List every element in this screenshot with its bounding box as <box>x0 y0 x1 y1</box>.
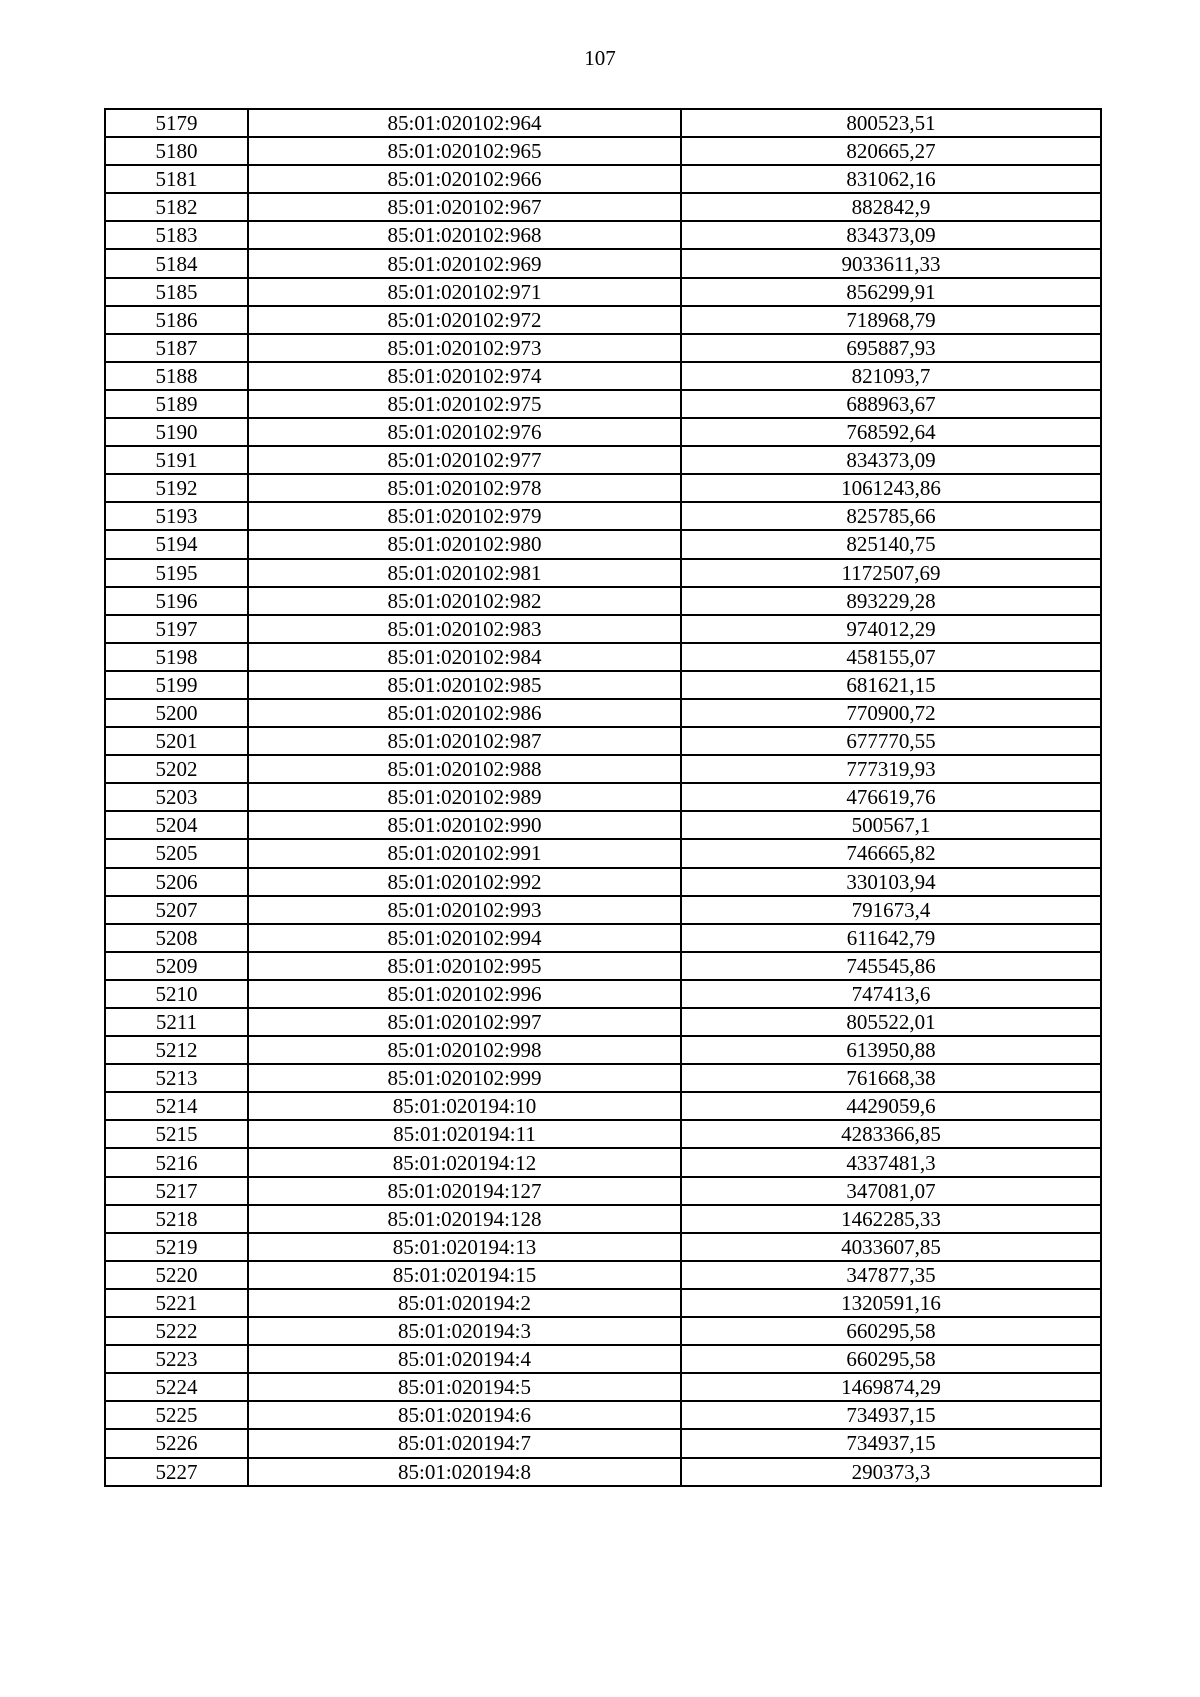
cadastral-number-cell: 85:01:020102:974 <box>248 362 681 390</box>
table-row <box>105 1233 1101 1261</box>
table-row <box>105 502 1101 530</box>
value-cell: 745545,86 <box>681 952 1101 980</box>
cadastral-number-cell: 85:01:020102:971 <box>248 278 681 306</box>
value-cell: 695887,93 <box>681 334 1101 362</box>
row-number-cell: 5217 <box>105 1177 248 1205</box>
value-cell: 660295,58 <box>681 1345 1101 1373</box>
row-number-cell: 5226 <box>105 1429 248 1457</box>
cadastral-number-cell: 85:01:020194:4 <box>248 1345 681 1373</box>
table-row <box>105 362 1101 390</box>
row-number-cell: 5183 <box>105 221 248 249</box>
value-cell: 805522,01 <box>681 1008 1101 1036</box>
cadastral-number-cell: 85:01:020194:128 <box>248 1205 681 1233</box>
cadastral-number-cell: 85:01:020102:973 <box>248 334 681 362</box>
cadastral-number-cell: 85:01:020102:997 <box>248 1008 681 1036</box>
value-cell: 821093,7 <box>681 362 1101 390</box>
cadastral-number-cell: 85:01:020102:975 <box>248 390 681 418</box>
table-row <box>105 1092 1101 1120</box>
table-row <box>105 896 1101 924</box>
row-number-cell: 5205 <box>105 839 248 867</box>
page-number: 107 <box>584 46 616 70</box>
row-number-cell: 5209 <box>105 952 248 980</box>
cadastral-number-cell: 85:01:020102:978 <box>248 474 681 502</box>
cadastral-number-cell: 85:01:020102:972 <box>248 306 681 334</box>
table-row <box>105 1345 1101 1373</box>
value-cell: 458155,07 <box>681 643 1101 671</box>
table-row <box>105 418 1101 446</box>
cadastral-number-cell: 85:01:020102:988 <box>248 755 681 783</box>
table-row <box>105 924 1101 952</box>
cadastral-number-cell: 85:01:020102:986 <box>248 699 681 727</box>
cadastral-number-cell: 85:01:020194:2 <box>248 1289 681 1317</box>
cadastral-number-cell: 85:01:020102:981 <box>248 559 681 587</box>
value-cell: 688963,67 <box>681 390 1101 418</box>
value-cell: 834373,09 <box>681 446 1101 474</box>
row-number-cell: 5201 <box>105 727 248 755</box>
table-row <box>105 1289 1101 1317</box>
table-row <box>105 1429 1101 1457</box>
table-row <box>105 559 1101 587</box>
row-number-cell: 5190 <box>105 418 248 446</box>
row-number-cell: 5192 <box>105 474 248 502</box>
row-number-cell: 5180 <box>105 137 248 165</box>
cadastral-number-cell: 85:01:020194:10 <box>248 1092 681 1120</box>
value-cell: 746665,82 <box>681 839 1101 867</box>
table-row <box>105 1064 1101 1092</box>
value-cell: 825785,66 <box>681 502 1101 530</box>
cadastral-number-cell: 85:01:020194:15 <box>248 1261 681 1289</box>
table-row <box>105 699 1101 727</box>
value-cell: 611642,79 <box>681 924 1101 952</box>
table-row <box>105 783 1101 811</box>
row-number-cell: 5225 <box>105 1401 248 1429</box>
value-cell: 290373,3 <box>681 1458 1101 1486</box>
table-row <box>105 643 1101 671</box>
table-row <box>105 811 1101 839</box>
table-row <box>105 980 1101 1008</box>
cadastral-number-cell: 85:01:020102:993 <box>248 896 681 924</box>
cadastral-number-cell: 85:01:020102:982 <box>248 587 681 615</box>
value-cell: 825140,75 <box>681 530 1101 558</box>
row-number-cell: 5218 <box>105 1205 248 1233</box>
value-cell: 747413,6 <box>681 980 1101 1008</box>
table-row <box>105 868 1101 896</box>
row-number-cell: 5186 <box>105 306 248 334</box>
table-row <box>105 1401 1101 1429</box>
cadastral-number-cell: 85:01:020102:980 <box>248 530 681 558</box>
row-number-cell: 5227 <box>105 1458 248 1486</box>
cadastral-number-cell: 85:01:020194:3 <box>248 1317 681 1345</box>
row-number-cell: 5199 <box>105 671 248 699</box>
table-row <box>105 671 1101 699</box>
value-cell: 4033607,85 <box>681 1233 1101 1261</box>
table-row <box>105 109 1101 137</box>
value-cell: 500567,1 <box>681 811 1101 839</box>
cadastral-number-cell: 85:01:020102:976 <box>248 418 681 446</box>
row-number-cell: 5211 <box>105 1008 248 1036</box>
cadastral-number-cell: 85:01:020102:967 <box>248 193 681 221</box>
value-cell: 1320591,16 <box>681 1289 1101 1317</box>
cadastral-number-cell: 85:01:020194:5 <box>248 1373 681 1401</box>
value-cell: 791673,4 <box>681 896 1101 924</box>
row-number-cell: 5187 <box>105 334 248 362</box>
cadastral-number-cell: 85:01:020102:968 <box>248 221 681 249</box>
row-number-cell: 5182 <box>105 193 248 221</box>
table-row <box>105 221 1101 249</box>
table-row <box>105 1458 1101 1486</box>
cadastral-number-cell: 85:01:020102:994 <box>248 924 681 952</box>
cadastral-number-cell: 85:01:020102:965 <box>248 137 681 165</box>
row-number-cell: 5207 <box>105 896 248 924</box>
table-row <box>105 1177 1101 1205</box>
value-cell: 677770,55 <box>681 727 1101 755</box>
row-number-cell: 5219 <box>105 1233 248 1261</box>
value-cell: 681621,15 <box>681 671 1101 699</box>
table-row <box>105 446 1101 474</box>
cadastral-value-table <box>104 108 1102 1487</box>
table-row <box>105 1120 1101 1148</box>
cadastral-number-cell: 85:01:020194:11 <box>248 1120 681 1148</box>
row-number-cell: 5196 <box>105 587 248 615</box>
value-cell: 476619,76 <box>681 783 1101 811</box>
value-cell: 9033611,33 <box>681 249 1101 277</box>
table-row <box>105 1036 1101 1064</box>
cadastral-number-cell: 85:01:020194:12 <box>248 1148 681 1176</box>
table-row <box>105 474 1101 502</box>
row-number-cell: 5179 <box>105 109 248 137</box>
value-cell: 974012,29 <box>681 615 1101 643</box>
row-number-cell: 5222 <box>105 1317 248 1345</box>
cadastral-number-cell: 85:01:020102:998 <box>248 1036 681 1064</box>
cadastral-number-cell: 85:01:020102:996 <box>248 980 681 1008</box>
table-row <box>105 137 1101 165</box>
cadastral-number-cell: 85:01:020194:7 <box>248 1429 681 1457</box>
value-cell: 768592,64 <box>681 418 1101 446</box>
table-row <box>105 839 1101 867</box>
row-number-cell: 5191 <box>105 446 248 474</box>
value-cell: 856299,91 <box>681 278 1101 306</box>
row-number-cell: 5220 <box>105 1261 248 1289</box>
value-cell: 820665,27 <box>681 137 1101 165</box>
row-number-cell: 5221 <box>105 1289 248 1317</box>
cadastral-number-cell: 85:01:020102:995 <box>248 952 681 980</box>
value-cell: 347081,07 <box>681 1177 1101 1205</box>
row-number-cell: 5212 <box>105 1036 248 1064</box>
value-cell: 718968,79 <box>681 306 1101 334</box>
table-row <box>105 530 1101 558</box>
table-row <box>105 306 1101 334</box>
row-number-cell: 5208 <box>105 924 248 952</box>
cadastral-number-cell: 85:01:020102:985 <box>248 671 681 699</box>
row-number-cell: 5181 <box>105 165 248 193</box>
row-number-cell: 5213 <box>105 1064 248 1092</box>
row-number-cell: 5214 <box>105 1092 248 1120</box>
cadastral-number-cell: 85:01:020102:979 <box>248 502 681 530</box>
table-row <box>105 334 1101 362</box>
table-row <box>105 1205 1101 1233</box>
table-row <box>105 952 1101 980</box>
value-cell: 761668,38 <box>681 1064 1101 1092</box>
cadastral-number-cell: 85:01:020102:983 <box>248 615 681 643</box>
row-number-cell: 5210 <box>105 980 248 1008</box>
table-row <box>105 1317 1101 1345</box>
table-row <box>105 278 1101 306</box>
row-number-cell: 5194 <box>105 530 248 558</box>
value-cell: 4429059,6 <box>681 1092 1101 1120</box>
value-cell: 882842,9 <box>681 193 1101 221</box>
table-row <box>105 587 1101 615</box>
table-row <box>105 390 1101 418</box>
value-cell: 831062,16 <box>681 165 1101 193</box>
cadastral-number-cell: 85:01:020194:13 <box>248 1233 681 1261</box>
value-cell: 1061243,86 <box>681 474 1101 502</box>
value-cell: 1462285,33 <box>681 1205 1101 1233</box>
row-number-cell: 5216 <box>105 1148 248 1176</box>
row-number-cell: 5195 <box>105 559 248 587</box>
table-row <box>105 249 1101 277</box>
table-row <box>105 1008 1101 1036</box>
value-cell: 1172507,69 <box>681 559 1101 587</box>
value-cell: 770900,72 <box>681 699 1101 727</box>
row-number-cell: 5206 <box>105 868 248 896</box>
row-number-cell: 5188 <box>105 362 248 390</box>
value-cell: 893229,28 <box>681 587 1101 615</box>
row-number-cell: 5203 <box>105 783 248 811</box>
row-number-cell: 5185 <box>105 278 248 306</box>
cadastral-number-cell: 85:01:020102:969 <box>248 249 681 277</box>
row-number-cell: 5189 <box>105 390 248 418</box>
row-number-cell: 5204 <box>105 811 248 839</box>
cadastral-number-cell: 85:01:020102:984 <box>248 643 681 671</box>
row-number-cell: 5193 <box>105 502 248 530</box>
value-cell: 347877,35 <box>681 1261 1101 1289</box>
table-row <box>105 755 1101 783</box>
value-cell: 834373,09 <box>681 221 1101 249</box>
value-cell: 330103,94 <box>681 868 1101 896</box>
value-cell: 4337481,3 <box>681 1148 1101 1176</box>
cadastral-number-cell: 85:01:020102:977 <box>248 446 681 474</box>
table-row <box>105 1373 1101 1401</box>
row-number-cell: 5197 <box>105 615 248 643</box>
cadastral-number-cell: 85:01:020102:966 <box>248 165 681 193</box>
cadastral-number-cell: 85:01:020102:991 <box>248 839 681 867</box>
table-body <box>105 109 1101 1486</box>
value-cell: 800523,51 <box>681 109 1101 137</box>
value-cell: 777319,93 <box>681 755 1101 783</box>
value-cell: 734937,15 <box>681 1429 1101 1457</box>
row-number-cell: 5184 <box>105 249 248 277</box>
cadastral-number-cell: 85:01:020102:999 <box>248 1064 681 1092</box>
table-row <box>105 165 1101 193</box>
value-cell: 660295,58 <box>681 1317 1101 1345</box>
row-number-cell: 5202 <box>105 755 248 783</box>
cadastral-number-cell: 85:01:020194:127 <box>248 1177 681 1205</box>
cadastral-number-cell: 85:01:020194:6 <box>248 1401 681 1429</box>
row-number-cell: 5224 <box>105 1373 248 1401</box>
row-number-cell: 5200 <box>105 699 248 727</box>
table-row <box>105 1261 1101 1289</box>
value-cell: 1469874,29 <box>681 1373 1101 1401</box>
cadastral-number-cell: 85:01:020102:989 <box>248 783 681 811</box>
cadastral-number-cell: 85:01:020194:8 <box>248 1458 681 1486</box>
value-cell: 4283366,85 <box>681 1120 1101 1148</box>
value-cell: 734937,15 <box>681 1401 1101 1429</box>
table-row <box>105 615 1101 643</box>
row-number-cell: 5223 <box>105 1345 248 1373</box>
value-cell: 613950,88 <box>681 1036 1101 1064</box>
row-number-cell: 5215 <box>105 1120 248 1148</box>
table-row <box>105 1148 1101 1176</box>
cadastral-number-cell: 85:01:020102:964 <box>248 109 681 137</box>
cadastral-number-cell: 85:01:020102:987 <box>248 727 681 755</box>
cadastral-number-cell: 85:01:020102:990 <box>248 811 681 839</box>
cadastral-number-cell: 85:01:020102:992 <box>248 868 681 896</box>
table-row <box>105 727 1101 755</box>
table-row <box>105 193 1101 221</box>
row-number-cell: 5198 <box>105 643 248 671</box>
